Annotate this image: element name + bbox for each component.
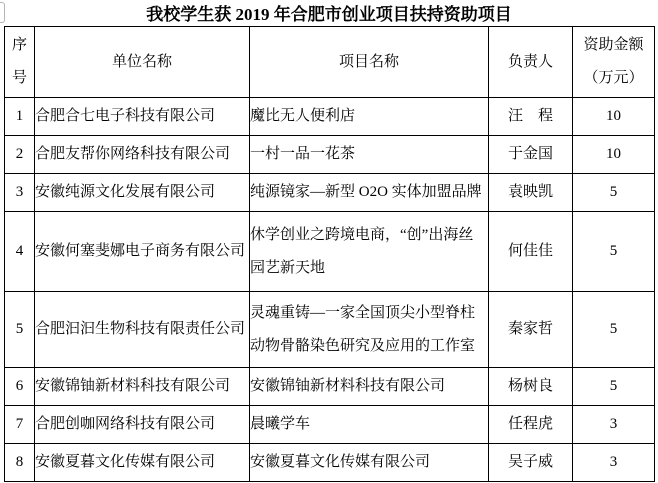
table-row	[5, 444, 655, 482]
cell-amount: 3	[573, 406, 655, 444]
col-header-amount-line2: （万元）	[583, 70, 644, 86]
screen-edge-artifact	[0, 2, 5, 23]
col-header-index	[5, 27, 35, 98]
cell-amount: 10	[573, 136, 655, 174]
cell-amount: 5	[573, 292, 655, 368]
col-header-project: 项目名称	[250, 27, 489, 98]
cell-index: 3	[5, 174, 35, 212]
cell-unit: 安徽纯源文化发展有限公司	[35, 174, 250, 212]
table-row	[5, 174, 655, 212]
cell-amount: 5	[573, 368, 655, 406]
cell-project: 安徽夏暮文化传媒有限公司	[250, 444, 489, 482]
cell-leader: 吴子威	[489, 444, 573, 482]
grant-projects-table	[4, 26, 655, 482]
cell-unit: 合肥创咖网络科技有限公司	[35, 406, 250, 444]
table-row	[5, 98, 655, 136]
table-row	[5, 406, 655, 444]
cell-unit: 合肥友帮你网络科技有限公司	[35, 136, 250, 174]
cell-leader: 于金国	[489, 136, 573, 174]
cell-unit: 安徽夏暮文化传媒有限公司	[35, 444, 250, 482]
cell-project: 晨曦学车	[250, 406, 489, 444]
cell-unit: 安徽何塞斐娜电子商务有限公司	[35, 212, 250, 292]
cell-project: 魔比无人便利店	[250, 98, 489, 136]
table-row	[5, 292, 655, 368]
cell-unit: 合肥合七电子科技有限公司	[35, 98, 250, 136]
cell-project: 灵魂重铸—一家全国顶尖小型脊柱动物骨骼染色研究及应用的工作室	[250, 292, 489, 368]
col-header-unit: 单位名称	[35, 27, 250, 98]
cell-leader: 袁映凯	[489, 174, 573, 212]
cell-index: 7	[5, 406, 35, 444]
cell-leader: 杨树良	[489, 368, 573, 406]
table-row	[5, 368, 655, 406]
cell-index: 6	[5, 368, 35, 406]
cell-leader: 何佳佳	[489, 212, 573, 292]
col-header-amount	[573, 27, 655, 98]
cell-leader: 任程虎	[489, 406, 573, 444]
cell-amount: 5	[573, 174, 655, 212]
col-header-amount-line1: 资助金额	[583, 37, 644, 53]
header-row	[5, 27, 655, 98]
cell-index: 1	[5, 98, 35, 136]
cell-unit: 安徽锦铀新材料科技有限公司	[35, 368, 250, 406]
cell-project: 纯源镜家—新型 O2O 实体加盟品牌	[250, 174, 489, 212]
table-row	[5, 136, 655, 174]
col-header-index-line1: 序	[11, 37, 27, 53]
cell-index: 2	[5, 136, 35, 174]
cell-index: 4	[5, 212, 35, 292]
cell-project: 一村一品一花茶	[250, 136, 489, 174]
cell-unit: 合肥汩汩生物科技有限责任公司	[35, 292, 250, 368]
cell-index: 5	[5, 292, 35, 368]
col-header-index-line2: 号	[11, 70, 27, 86]
page-title: 我校学生获 2019 年合肥市创业项目扶持资助项目	[146, 5, 512, 24]
cell-index: 8	[5, 444, 35, 482]
cell-leader: 汪 程	[489, 98, 573, 136]
cell-amount: 10	[573, 98, 655, 136]
table-row	[5, 212, 655, 292]
cell-amount: 3	[573, 444, 655, 482]
cell-project: 安徽锦铀新材料科技有限公司	[250, 368, 489, 406]
cell-project: 休学创业之跨境电商，“创”出海丝园艺新天地	[250, 212, 489, 292]
cell-leader: 秦家哲	[489, 292, 573, 368]
col-header-leader: 负责人	[489, 27, 573, 98]
cell-amount: 5	[573, 212, 655, 292]
